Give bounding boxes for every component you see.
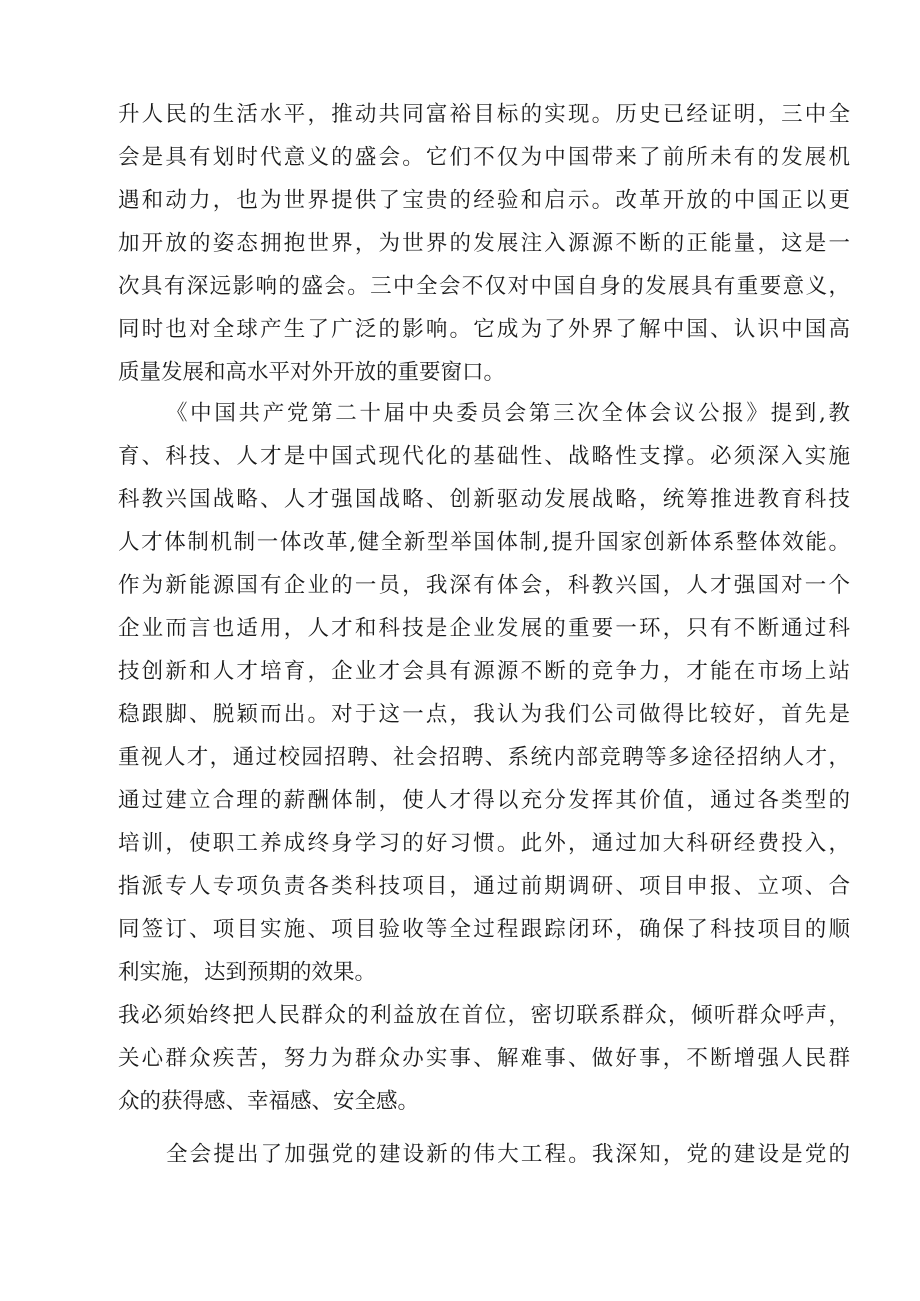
paragraph-2-line-6: 企业而言也适用，人才和科技是企业发展的重要一环，只有不断通过科	[118, 616, 850, 641]
paragraph-2-line-12: 指派专人专项负责各类科技项目，通过前期调研、项目申报、立项、合	[118, 874, 850, 899]
paragraph-2-line-9: 重视人才，通过校园招聘、社会招聘、系统内部竞聘等多途径招纳人才，	[118, 745, 850, 770]
paragraph-2-line-8: 稳跟脚、脱颖而出。对于这一点，我认为我们公司做得比较好，首先是	[118, 702, 850, 727]
paragraph-1-line-6: 同时也对全球产生了广泛的影响。它成为了外界了解中国、认识中国高	[118, 317, 850, 342]
paragraph-2-line-5: 作为新能源国有企业的一员，我深有体会，科教兴国，人才强国对一个	[118, 573, 850, 598]
paragraph-2-line-13: 同签订、项目实施、项目验收等全过程跟踪闭环，确保了科技项目的顺	[118, 917, 850, 942]
paragraph-1-line-7: 质量发展和高水平对外开放的重要窗口。	[118, 360, 506, 385]
paragraph-1-line-3: 遇和动力，也为世界提供了宝贵的经验和启示。改革开放的中国正以更	[118, 188, 850, 213]
paragraph-3-line-2: 关心群众疾苦，努力为群众办实事、解难事、做好事，不断增强人民群	[118, 1046, 850, 1071]
paragraph-1-line-5: 次具有深远影响的盛会。三中全会不仅对中国自身的发展具有重要意义，	[118, 274, 850, 299]
paragraph-1-line-4: 加开放的姿态拥抱世界，为世界的发展注入源源不断的正能量，这是一	[118, 231, 850, 256]
paragraph-2-line-10: 通过建立合理的薪酬体制，使人才得以充分发挥其价值，通过各类型的	[118, 788, 850, 813]
paragraph-2-line-7: 技创新和人才培育，企业才会具有源源不断的竞争力，才能在市场上站	[118, 659, 850, 684]
paragraph-3-line-3: 众的获得感、幸福感、安全感。	[118, 1089, 420, 1114]
paragraph-2-line-2: 育、科技、人才是中国式现代化的基础性、战略性支撑。必须深入实施	[118, 444, 850, 469]
paragraph-1-line-2: 会是具有划时代意义的盛会。它们不仅为中国带来了前所未有的发展机	[118, 145, 850, 170]
paragraph-2-line-11: 培训，使职工养成终身学习的好习惯。此外，通过加大科研经费投入，	[118, 831, 850, 856]
paragraph-2-line-1: 《中国共产党第二十届中央委员会第三次全体会议公报》提到,教	[166, 401, 850, 426]
paragraph-2-line-3: 科教兴国战略、人才强国战略、创新驱动发展战略，统筹推进教育科技	[118, 487, 850, 512]
paragraph-1-line-1: 升人民的生活水平，推动共同富裕目标的实现。历史已经证明，三中全	[118, 102, 850, 127]
paragraph-3-line-1: 我必须始终把人民群众的利益放在首位，密切联系群众，倾听群众呼声，	[118, 1003, 850, 1028]
paragraph-4-line-1: 全会提出了加强党的建设新的伟大工程。我深知，党的建设是党的	[166, 1142, 850, 1167]
paragraph-2-line-4: 人才体制机制一体改革,健全新型举国体制,提升国家创新体系整体效能。	[118, 530, 850, 555]
paragraph-2-line-14: 利实施，达到预期的效果。	[118, 960, 377, 985]
